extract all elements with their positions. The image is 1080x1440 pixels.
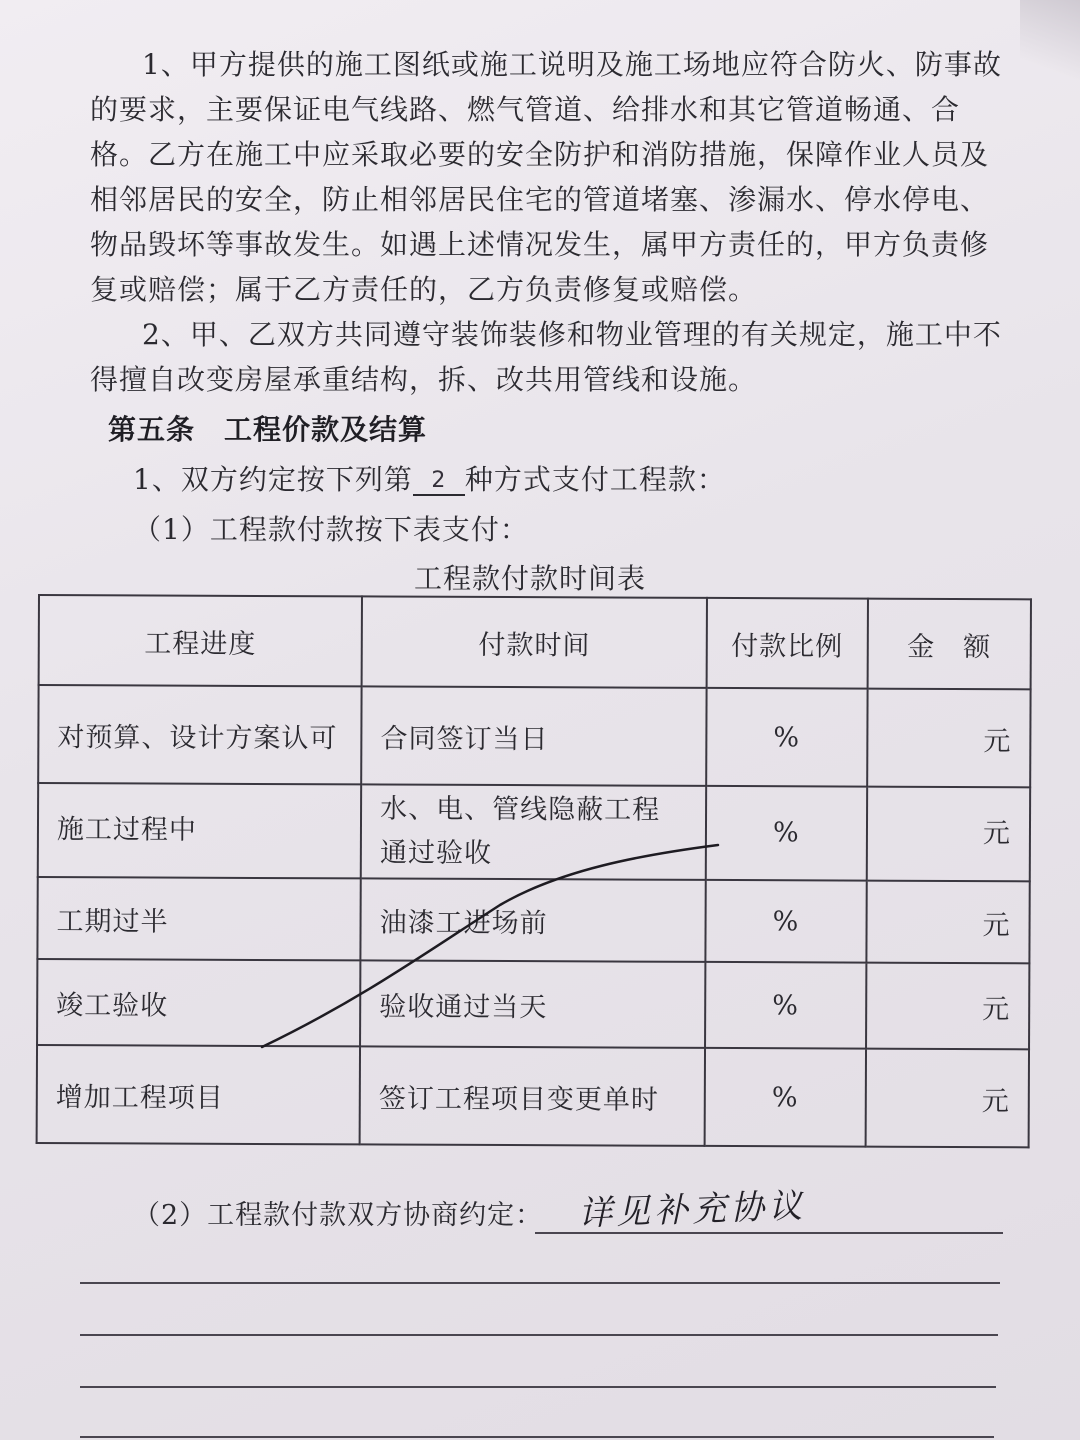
table-row — [37, 959, 1029, 1049]
clause-1-text: 1、甲方提供的施工图纸或施工说明及施工场地应符合防火、防事故的要求，主要保证电气线路、燃气管道、给排水和其它管道畅通、合格。乙方在施工中应采取必要的安全防护和消防措施，保障作业人员及相邻居民的安全，防止相邻居民住宅的管道堵塞、渗漏水、停水停电、物品毁坏等事故发生。如遇上述情况发生，属甲方责任的，甲方负责修复或赔偿；属于乙方责任的，乙方负责修复或赔偿。 — [90, 48, 1002, 306]
payment-method-choice: 2 — [413, 468, 465, 496]
time-cell: 签订工程项目变更单时 — [360, 1046, 705, 1146]
amount-cell: 元 — [867, 689, 1031, 788]
fill-line — [80, 1282, 1000, 1284]
fill-line — [80, 1334, 998, 1336]
clause-2-paragraph — [90, 312, 1005, 402]
amount-cell: 元 — [867, 787, 1031, 882]
clause-1-paragraph — [90, 42, 1005, 312]
ratio-cell: % — [706, 786, 867, 881]
ratio-cell: % — [705, 1048, 866, 1147]
time-cell: 油漆工进场前 — [361, 878, 706, 962]
header-amount: 金 额 — [867, 599, 1031, 690]
fill-line — [80, 1436, 994, 1438]
header-stage: 工程进度 — [39, 595, 363, 686]
table-row — [38, 685, 1030, 787]
table-row — [37, 877, 1029, 963]
handwritten-note: 详见补充协议 — [577, 1186, 807, 1234]
stage-cell: 对预算、设计方案认可 — [38, 685, 362, 784]
fill-line — [535, 1232, 1003, 1234]
payment-method-suffix: 种方式支付工程款： — [464, 463, 726, 496]
amount-cell: 元 — [866, 963, 1030, 1050]
time-cell: 验收通过当天 — [360, 960, 705, 1048]
payment-method-prefix: 1、双方约定按下列第 — [133, 463, 413, 496]
ratio-cell: % — [706, 688, 867, 787]
payment-table-title: 工程款付款时间表 — [413, 562, 646, 595]
payment-method-line — [133, 458, 726, 498]
stage-cell: 施工过程中 — [38, 783, 362, 878]
payment-schedule-table — [36, 594, 1032, 1148]
fill-line — [80, 1386, 996, 1388]
time-cell: 水、电、管线隐蔽工程通过验收 — [361, 784, 706, 880]
header-time: 付款时间 — [362, 596, 707, 688]
amount-cell: 元 — [866, 881, 1030, 964]
table-header-row — [39, 595, 1031, 689]
table-row — [37, 1045, 1029, 1147]
stage-cell: 工期过半 — [37, 877, 360, 960]
clause-2-text: 2、甲、乙双方共同遵守装饰装修和物业管理的有关规定，施工中不得擅自改变房屋承重结构，拆、改共用管线和设施。 — [90, 318, 1002, 396]
payment-table-intro: （1）工程款付款按下表支付： — [133, 513, 529, 546]
stage-cell: 竣工验收 — [37, 959, 361, 1046]
time-cell: 合同签订当日 — [361, 686, 706, 786]
stage-cell: 增加工程项目 — [37, 1045, 361, 1144]
section-heading: 第五条 工程价款及结算 — [108, 413, 428, 446]
header-ratio: 付款比例 — [707, 598, 868, 689]
ratio-cell: % — [705, 880, 866, 963]
page-fold-shadow — [1020, 0, 1080, 80]
table-row — [38, 783, 1030, 881]
amount-cell: 元 — [865, 1049, 1029, 1148]
ratio-cell: % — [705, 962, 866, 1049]
negotiation-label: （2）工程款付款双方协商约定： — [133, 1200, 544, 1231]
